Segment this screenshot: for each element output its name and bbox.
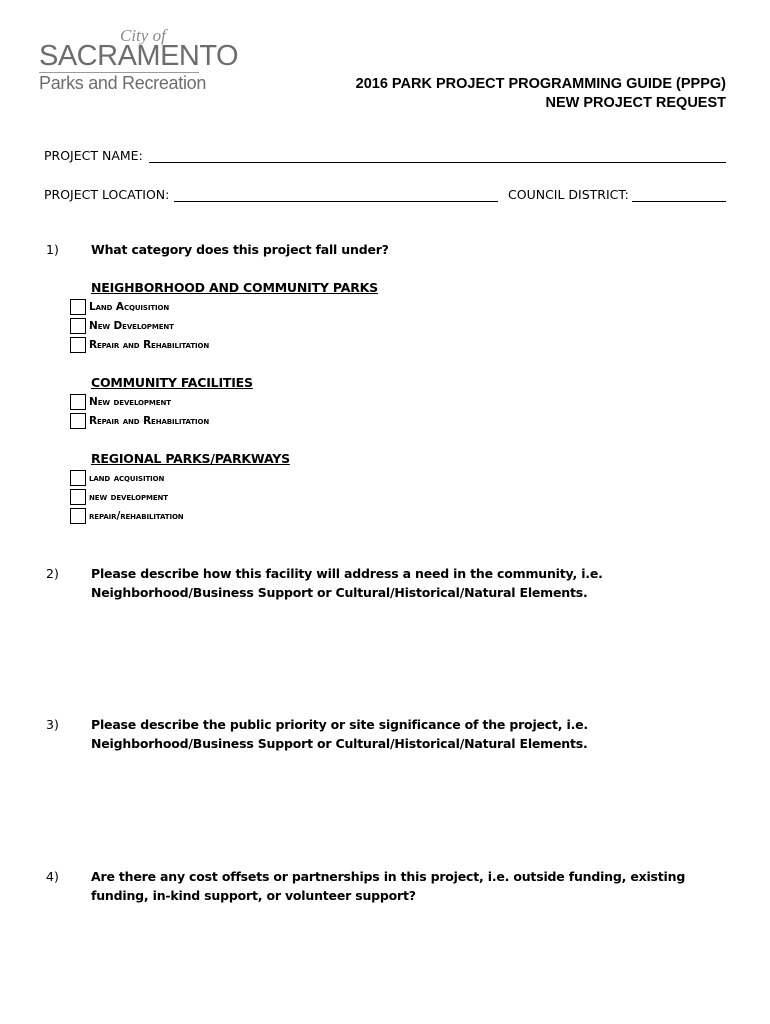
checkbox[interactable]	[70, 318, 86, 334]
question-4-number: 4)	[46, 869, 59, 884]
checkbox[interactable]	[70, 413, 86, 429]
option-label: repair/rehabilitation	[89, 510, 184, 522]
logo-sacramento-text: SACRAMENTO	[39, 40, 239, 72]
option-label: new development	[89, 491, 168, 503]
checkbox[interactable]	[70, 299, 86, 315]
question-1-text: What category does this project fall under?	[91, 242, 389, 257]
question-3-text: Please describe the public priority or site significance of the project, i.e. Neighborhood/Business Support or Cultural/Historical/Natural Elements.	[91, 717, 588, 751]
question-2-number: 2)	[46, 566, 59, 581]
checkbox[interactable]	[70, 394, 86, 410]
option-label: Land Acquisition	[89, 301, 170, 313]
option-label: Repair and Rehabilitation	[89, 339, 210, 351]
checkbox[interactable]	[70, 508, 86, 524]
option-label: Repair and Rehabilitation	[89, 415, 210, 427]
question-2-text: Please describe how this facility will address a need in the community, i.e. Neighborhood/Business Support or Cultural/Historical/Natural Elements.	[91, 566, 603, 600]
category-heading-neighborhood-parks: NEIGHBORHOOD AND COMMUNITY PARKS	[91, 280, 378, 295]
option-repair-rehabilitation[interactable]	[70, 412, 209, 430]
project-location-field[interactable]	[174, 201, 498, 202]
category-heading-community-facilities: COMMUNITY FACILITIES	[91, 375, 253, 390]
title-line-2: NEW PROJECT REQUEST	[545, 95, 726, 111]
checkbox[interactable]	[70, 489, 86, 505]
title-line-1: 2016 PARK PROJECT PROGRAMMING GUIDE (PPPG)	[355, 76, 726, 92]
option-new-development[interactable]	[70, 317, 174, 335]
question-4-text: Are there any cost offsets or partnerships in this project, i.e. outside funding, existing funding, in-kind support, or volunteer support?	[91, 869, 686, 903]
project-name-field[interactable]	[149, 162, 726, 163]
option-new-development[interactable]	[70, 393, 171, 411]
question-1-number: 1)	[46, 242, 59, 257]
option-land-acquisition[interactable]	[70, 298, 169, 316]
project-name-label: PROJECT NAME:	[44, 148, 143, 163]
option-repair-rehabilitation[interactable]	[70, 336, 209, 354]
category-heading-regional-parks: REGIONAL PARKS/PARKWAYS	[91, 451, 290, 466]
option-label: New development	[89, 396, 171, 408]
checkbox[interactable]	[70, 337, 86, 353]
council-district-field[interactable]	[632, 201, 726, 202]
document-title	[356, 75, 726, 113]
logo-city-of-text: City of	[120, 26, 166, 45]
option-label: land acquisition	[89, 472, 165, 484]
council-district-label: COUNCIL DISTRICT:	[508, 187, 629, 202]
option-new-development[interactable]	[70, 488, 168, 506]
option-land-acquisition[interactable]	[70, 469, 164, 487]
question-3-number: 3)	[46, 717, 59, 732]
project-location-label: PROJECT LOCATION:	[44, 187, 170, 202]
checkbox[interactable]	[70, 470, 86, 486]
logo-parks-text: Parks and Recreation	[39, 73, 207, 93]
option-label: New Development	[89, 320, 174, 332]
option-repair-rehabilitation[interactable]	[70, 507, 184, 525]
